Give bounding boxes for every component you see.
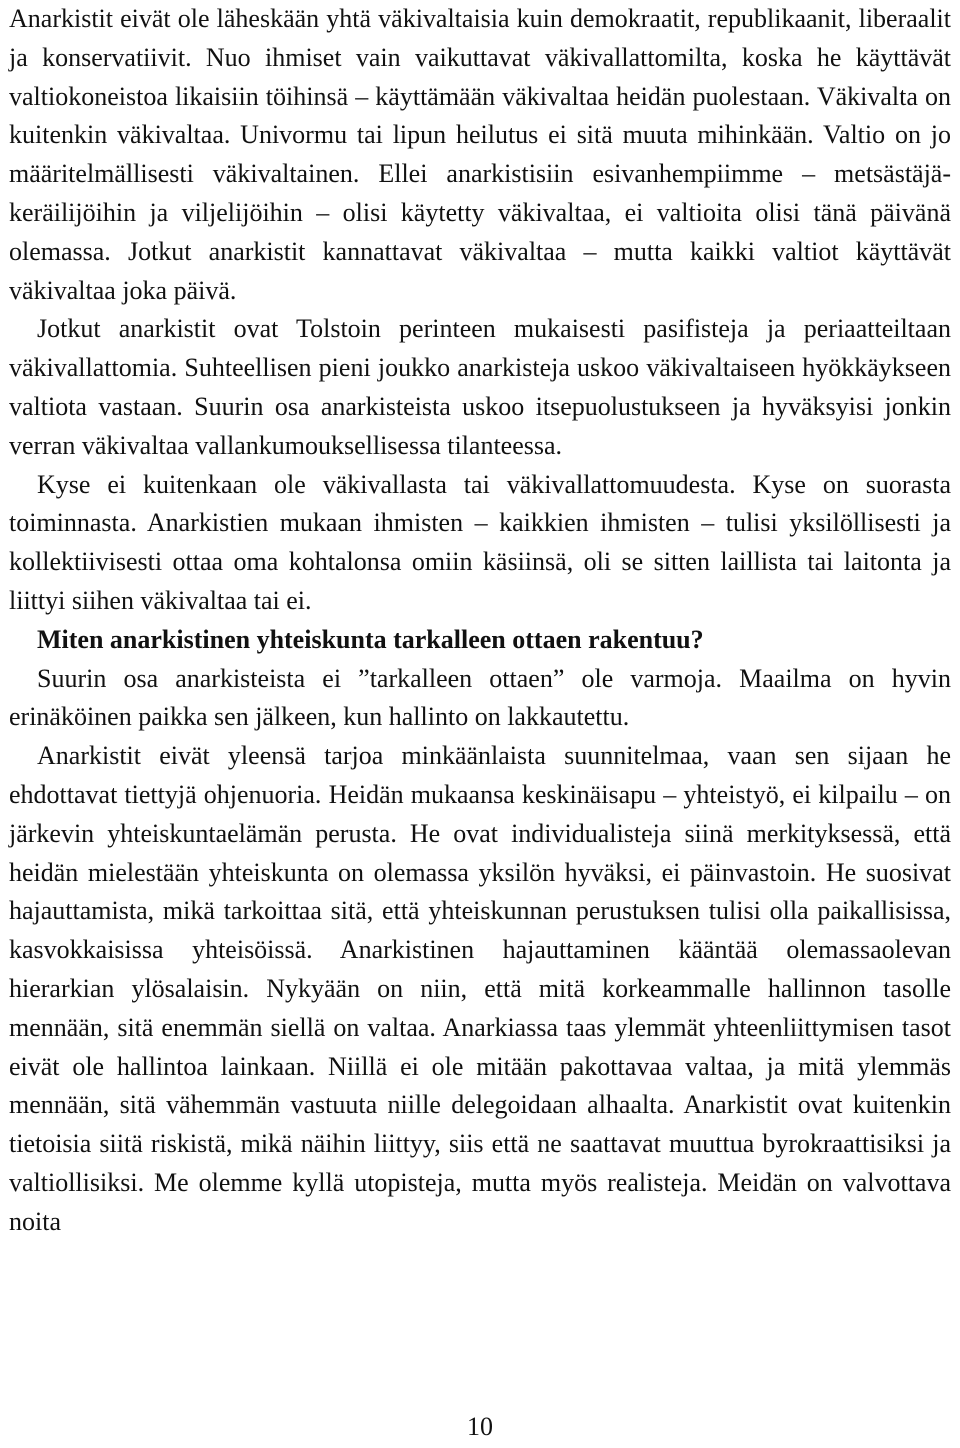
section-heading: Miten anarkistinen yhteiskunta tarkalleen ottaen rakentuu? (37, 624, 704, 654)
body-paragraph: Anarkistit eivät ole läheskään yhtä väkivaltaisia kuin demokraatit, republikaanit, liberaalit ja konservatiivit. Nuo ihmiset vain vaikuttavat väkivallattomilta, koska he käyttävät valtiokoneistoa likaisiin töihinsä – käyttämään väkivaltaa heidän puolestaan. Väkivalta on kuitenkin väkivaltaa. Univormu tai lipun heilutus ei sitä muuta mihinkään. Valtio on jo määritelmällisesti väkivaltainen. Ellei anarkistisiin esivanhempiimme – metsästäjä-keräilijöihin ja viljelijöihin – olisi käytetty väkivaltaa, ei valtioita olisi tänä päivänä olemassa. Jotkut anarkistit kannattavat väkivaltaa – mutta kaikki valtiot käyttävät väkivaltaa joka päivä. (9, 4, 951, 305)
body-paragraph: Suurin osa anarkisteista ei ”tarkalleen ottaen” ole varmoja. Maailma on hyvin erinäköinen paikka sen jälkeen, kun hallinto on lakkautettu. (9, 663, 951, 732)
page-number: 10 (467, 1412, 493, 1441)
page-body (9, 0, 951, 1242)
body-paragraph: Anarkistit eivät yleensä tarjoa minkäänlaista suunnitelmaa, vaan sen sijaan he ehdottavat tiettyjä ohjenuoria. Heidän mukaansa keskinäisapu – yhteistyö, ei kilpailu – on järkevin yhteiskuntaelämän perusta. He ovat individualisteja siinä merkityksessä, että heidän mielestään yhteiskunta on olemassa yksilön hyväksi, ei päinvastoin. He suosivat hajauttamista, mikä tarkoittaa sitä, että yhteiskunnan perustuksen tulisi olla paikallisissa, kasvokkaisissa yhteisöissä. Anarkistinen hajauttaminen kääntää olemassaolevan hierarkian ylösalaisin. Nykyään on niin, että mitä korkeammalle hallinnon tasolle mennään, sitä enemmän siellä on valtaa. Anarkiassa taas ylemmät yhteenliittymisen tasot eivät ole hallintoa lainkaan. Niillä ei ole mitään pakottavaa valtaa, ja mitä ylemmäs mennään, sitä vähemmän vastuuta niille delegoidaan alhaalta. Anarkistit ovat kuitenkin tietoisia siitä riskistä, mikä näihin liittyy, siis että ne saattavat muuttua byrokraattisiksi ja valtiollisiksi. Me olemme kyllä utopisteja, mutta myös realisteja. Meidän on valvottava noita (9, 741, 951, 1236)
body-paragraph: Kyse ei kuitenkaan ole väkivallasta tai väkivallattomuudesta. Kyse on suorasta toiminnasta. Anarkistien mukaan ihmisten – kaikkien ihmisten – tulisi yksilöllisesti ja kollektiivisesti ottaa oma kohtalonsa omiin käsiinsä, oli se sitten laillista tai laitonta ja liittyi siihen väkivaltaa tai ei. (9, 469, 951, 615)
body-paragraph: Jotkut anarkistit ovat Tolstoin perinteen mukaisesti pasifisteja ja periaatteiltaan väkivallattomia. Suhteellisen pieni joukko anarkisteja uskoo väkivaltaiseen hyökkäykseen valtiota vastaan. Suurin osa anarkisteista uskoo itsepuolustukseen ja hyväksyisi jonkin verran väkivaltaa vallankumouksellisessa tilanteessa. (9, 314, 951, 460)
